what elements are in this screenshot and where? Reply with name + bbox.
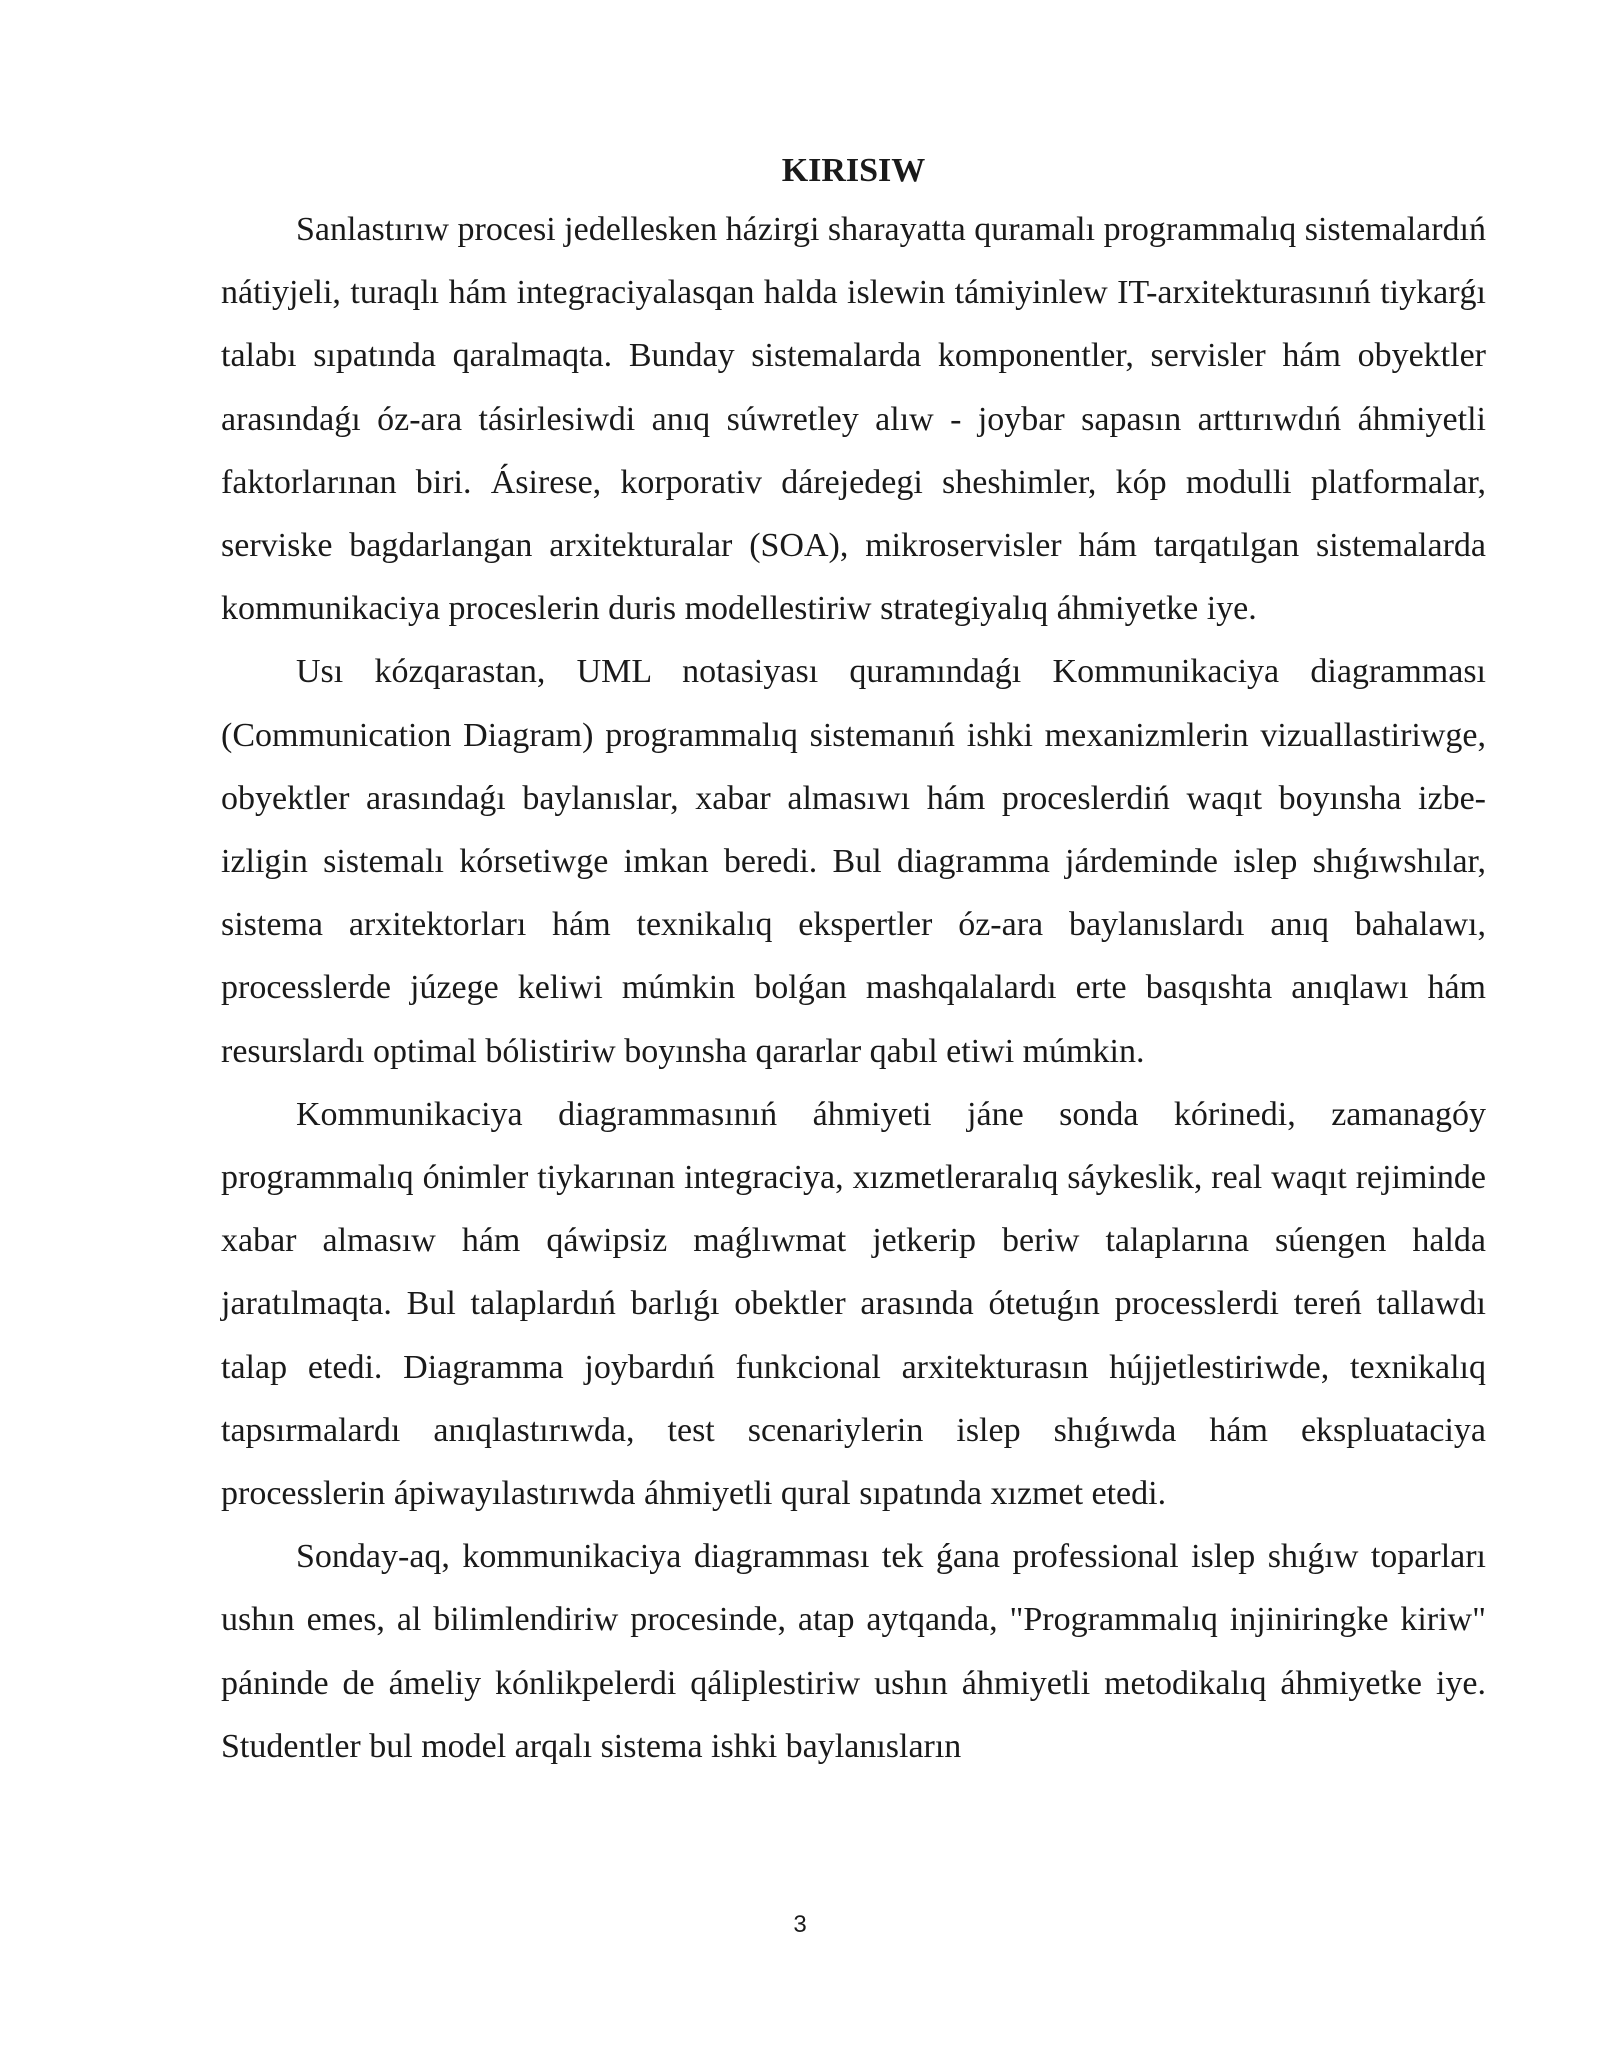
paragraph-2: Usı kózqarastan, UML notasiyası quramındaǵı Kommunikaciya diagramması (Communication Diagram) programmalıq sistemanıń ishki mexanizmlerin vizuallastiriwge, obyektler arasındaǵı baylanıslar, xabar almasıwı hám proceslerdiń waqıt boyınsha izbe-izligin sistemalı kórsetiwge imkan beredi. Bul diagramma járdeminde islep shıǵıwshılar, sistema arxitektorları hám texnikalıq ekspertler óz-ara baylanıslardı anıq bahalawı, processlerde júzege keliwi múmkin bolǵan mashqalalardı erte basqıshta anıqlawı hám resurslardı optimal bólistiriw boyınsha qararlar qabıl etiwi múmkin. xyxy=(221,653,1486,1070)
page-content xyxy=(221,146,1486,1778)
paragraph-1: Sanlastırıw procesi jedellesken házirgi sharayatta quramalı programmalıq sistemalardıń nátiyjeli, turaqlı hám integraciyalasqan halda islewin támiyinlew IT-arxitekturasınıń tiykarǵı talabı sıpatında qaralmaqta. Bunday sistemalarda komponentler, servisler hám obyektler arasındaǵı óz-ara tásirlesiwdi anıq súwretley alıw - joybar sapasın arttırıwdıń áhmiyetli faktorlarınan biri. Ásirese, korporativ dárejedegi sheshimler, kóp modulli platformalar, serviske bagdarlangan arxitekturalar (SOA), mikroservisler hám tarqatılgan sistemalarda kommunikaciya proceslerin duris modellestiriw strategiyalıq áhmiyetke iye. xyxy=(221,211,1486,628)
paragraph-4: Sonday-aq, kommunikaciya diagramması tek ǵana professional islep shıǵıw toparları ushın emes, al bilimlendiriw procesinde, atap aytqanda, "Programmalıq injiniringke kiriw" páninde de ámeliy kónlikpelerdi qáliplestiriw ushın áhmiyetli metodikalıq áhmiyetke iye. Studentler bul model arqalı sistema ishki baylanısların xyxy=(221,1538,1486,1765)
page-number: 3 xyxy=(793,1911,807,1938)
paragraph-3: Kommunikaciya diagrammasınıń áhmiyeti jáne sonda kórinedi, zamanagóy programmalıq ónimler tiykarınan integraciya, xızmetleraralıq sáykeslik, real waqıt rejiminde xabar almasıw hám qáwipsiz maǵlıwmat jetkerip beriw talaplarına súengen halda jaratılmaqta. Bul talaplardıń barlıǵı obektler arasında ótetuǵın processlerdi tereń tallawdı talap etedi. Diagramma joybardıń funkcional arxitekturasın hújjetlestiriwde, texnikalıq tapsırmalardı anıqlastırıwda, test scenariylerin islep shıǵıwda hám ekspluataciya processlerin ápiwayılastırıwda áhmiyetli qural sıpatında xızmet etedi. xyxy=(221,1095,1486,1513)
section-title: KIRISIW xyxy=(781,152,926,189)
